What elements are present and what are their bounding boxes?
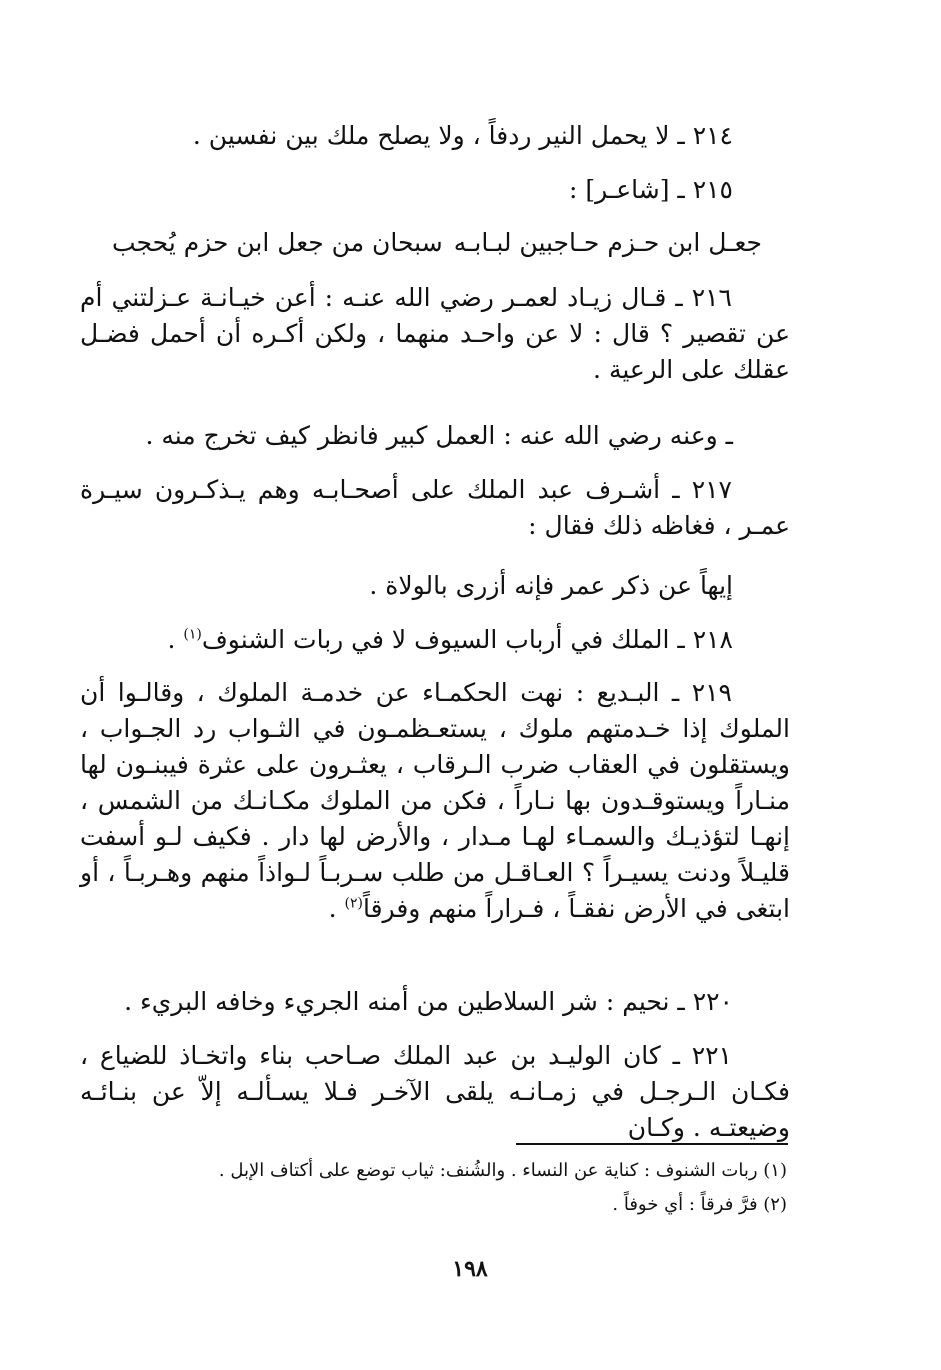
entry-216-addendum: ـ وعنه رضي الله عنه : العمل كبير فانظر كيف تخرج منه . <box>145 421 733 450</box>
entry-216: ٢١٦ ـ قـال زيـاد لعمـر رضي الله عنـه : أعن خيـانـة عـزلتني أم عن تقصير ؟ قال : لا عن واحـد منهما ، ولكن أكـره أن أحمل فضـل عقلك على الرعية . <box>80 283 790 384</box>
entry-217: ٢١٧ ـ أشـرف عبد الملك على أصحـابـه وهم يـذكـرون سيـرة عمـر ، فغاظه ذلك فقال : <box>80 475 790 540</box>
entry-219 <box>80 675 790 927</box>
poem-verse <box>112 228 762 264</box>
entry-218-end: . <box>167 625 184 654</box>
entry-219-end: . <box>328 894 345 923</box>
verse-first-hemistich: جعـل ابن حـزم حـاجبين لبـابـه <box>453 228 762 257</box>
verse-second-hemistich: سبحان من جعل ابن حزم يُحجب <box>112 228 443 257</box>
entry-220: ٢٢٠ ـ نحيم : شر السلاطين من أمنه الجريء وخافه البريء . <box>124 987 733 1016</box>
entry-217-quote: إيهاً عن ذكر عمر فإنه أزرى بالولاة . <box>369 571 733 600</box>
entry-218-text: ٢١٨ ـ الملك في أرباب السيوف لا في ربات الشنوف <box>201 625 733 654</box>
footnote-1: (١) ربات الشنوف : كناية عن النساء . والشُنف: ثياب توضع على أكتاف الإبل . <box>218 1160 787 1181</box>
footnote-2: (٢) فرَّ فرقاً : أي خوفاً . <box>612 1194 787 1215</box>
entry-219-text: ٢١٩ ـ البـديع : نهت الحكمـاء عن خدمـة الملوك ، وقالـوا أن الملوك إذا خـدمتهم ملوك ، يستعـظمـون في الثـواب رد الجـواب ، ويستقلون في العقاب ضرب الـرقاب ، يعثـرون على عثرة فيبنـون لها منـاراً ويستوقـدون بها نـاراً ، فكن من الملوك مكـانـك من الشمس ، إنهـا لتؤذيـك والسمـاء لهـا مـدار ، والأرض لها دار . فكيف لـو أسفت قليـلاً ودنت يسيـراً ؟ العـاقـل من طلب سـربـاً لـواذاً منهم وهـربـاً ، أو ابتغى في الأرض نفقـاً ، فـراراً منهم وفرقاً <box>80 678 790 923</box>
entry-215-heading: ٢١٥ ـ [شاعـر] : <box>569 175 733 204</box>
entry-214: ٢١٤ ـ لا يحمل النير ردفاً ، ولا يصلح ملك بين نفسين . <box>192 121 733 150</box>
entry-221: ٢٢١ ـ كان الوليـد بن عبد الملك صـاحب بناء واتخـاذ للضياع ، فكـان الـرجـل في زمـانـه يلقى الآخـر فـلا يسـألـه إلاّ عن بنـائـه وضيعتـه . وكـان <box>80 1041 790 1142</box>
page-number: ١٩٨ <box>452 1256 488 1282</box>
footnote-separator <box>516 1143 788 1145</box>
footnote-marker-2: (٢) <box>344 895 363 912</box>
footnote-marker-1: (١) <box>183 626 202 643</box>
entry-218 <box>167 622 733 658</box>
